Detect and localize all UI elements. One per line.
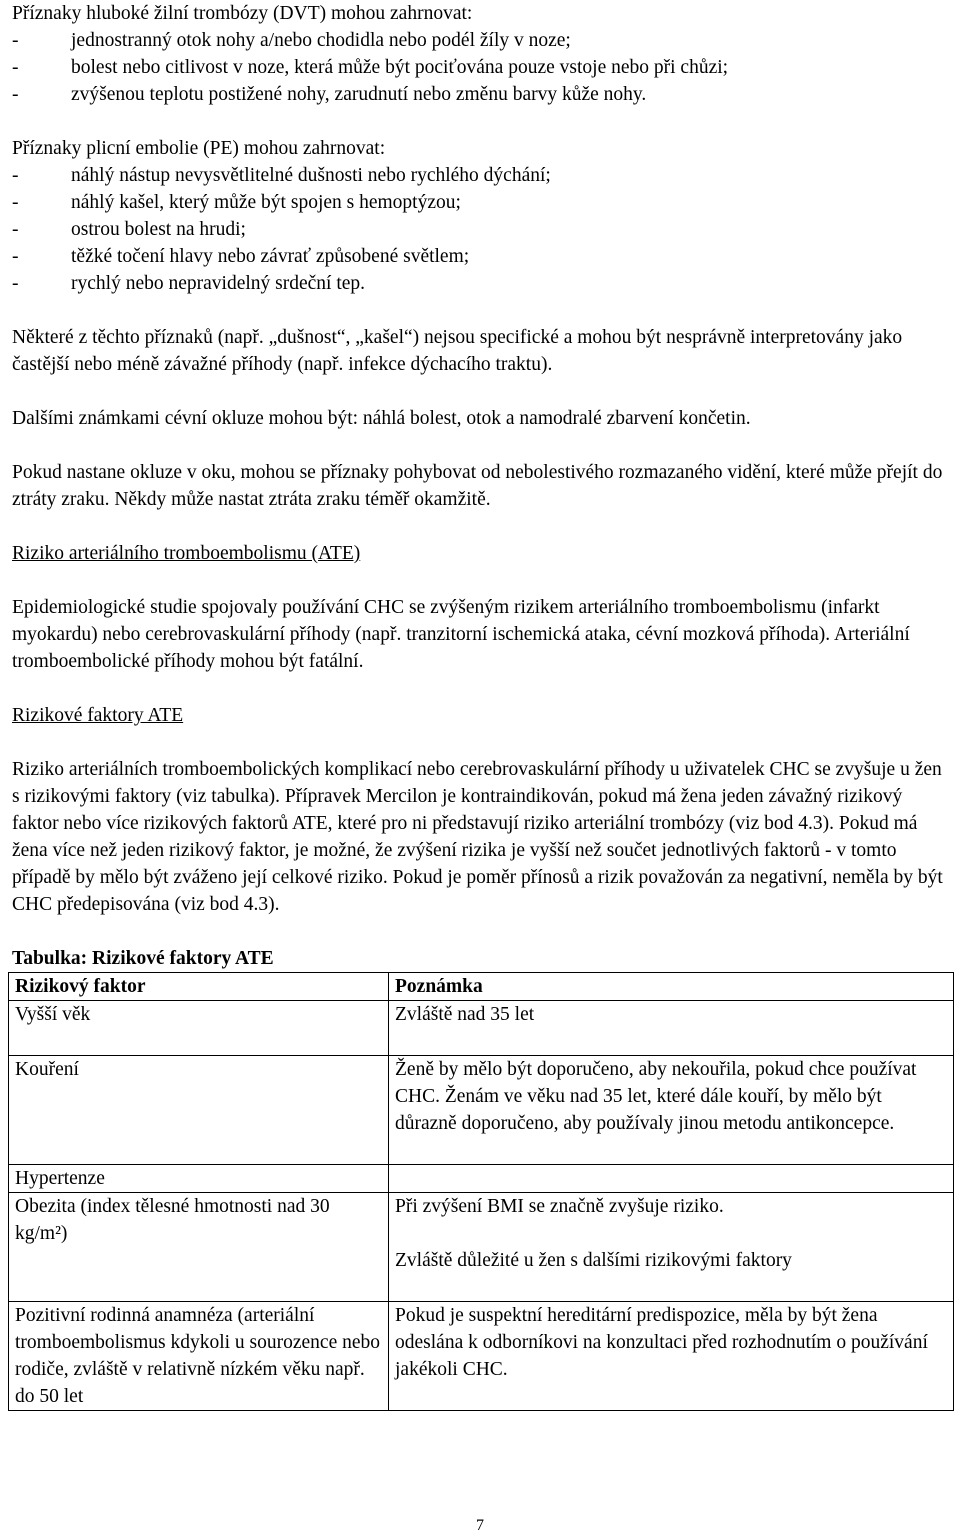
risk-factors-paragraph: Riziko arteriálních tromboembolických komplikací nebo cerebrovaskulární příhody u uživatelek CHC se zvyšuje u žen s rizikovými faktory (viz tabulka). Přípravek Mercilon je kontraindikován, pokud má žena jeden závažný rizikový faktor nebo více rizikových faktorů ATE, které pro ni představují riziko arteriální trombózy (viz bod 4.3). Pokud má žena více než jeden rizikový faktor, je možné, že zvýšení rizika je vyšší než součet jednotlivých faktorů - v tomto případě by mělo být zváženo její celkové riziko. Pokud je poměr přínosů a rizik považován za negativní, neměla by být CHC předepisována (viz bod 4.3). [12, 759, 943, 915]
ate-heading: Riziko arteriálního tromboembolismu (ATE) [12, 543, 361, 564]
pe-symptom-list [12, 162, 952, 297]
list-item: - bolest nebo citlivost v noze, která může být pociťována pouze vstoje nebo při chůzi; [12, 57, 729, 78]
list-item: - jednostranný otok nohy a/nebo chodidla nebo podél žíly v noze; [12, 30, 571, 51]
table-row [9, 1001, 954, 1056]
list-item: - rychlý nebo nepravidelný srdeční tep. [12, 273, 366, 294]
note-cell [389, 1001, 954, 1056]
table-header-row [9, 973, 954, 1001]
note-text: Zvláště důležité u žen s dalšími rizikovými faktory [395, 1250, 792, 1271]
dvt-intro: Příznaky hluboké žilní trombózy (DVT) mohou zahrnovat: [12, 3, 473, 24]
note-cell [389, 1165, 954, 1193]
list-item: - náhlý nástup nevysvětlitelné dušnosti nebo rychlého dýchání; [12, 165, 551, 186]
pe-intro: Příznaky plicní embolie (PE) mohou zahrnovat: [12, 138, 386, 159]
note-cell [389, 1302, 954, 1411]
note-text: Při zvýšení BMI se značně zvyšuje riziko. [395, 1196, 724, 1217]
document-page [12, 0, 952, 1411]
column-header-factor: Rizikový faktor [9, 973, 389, 1001]
table-row [9, 1193, 954, 1302]
risk-factor-cell: Hypertenze [9, 1165, 389, 1193]
page-number: 7 [476, 1517, 484, 1534]
list-item: - zvýšenou teplotu postižené nohy, zarudnutí nebo změnu barvy kůže nohy. [12, 84, 647, 105]
note-text: Ženě by mělo být doporučeno, aby nekouřila, pokud chce používat CHC. Ženám ve věku nad 35 let, které dále kouří, by mělo být důrazně doporučeno, aby používaly jinou metodu antikoncepce. [395, 1059, 917, 1134]
table-row [9, 1056, 954, 1165]
list-item: - těžké točení hlavy nebo závrať způsobené světlem; [12, 246, 470, 267]
table-row [9, 1165, 954, 1193]
occlusion-paragraph: Dalšími známkami cévní okluze mohou být: náhlá bolest, otok a namodralé zbarvení končetin. [12, 408, 751, 429]
table-title: Tabulka: Rizikové faktory ATE [12, 948, 274, 969]
note-cell [389, 1193, 954, 1302]
risk-factor-table [8, 972, 954, 1411]
dvt-symptom-list [12, 27, 952, 108]
risk-factor-cell: Kouření [9, 1056, 389, 1165]
ate-paragraph: Epidemiologické studie spojovaly používání CHC se zvýšeným rizikem arteriálního tromboembolismu (infarkt myokardu) nebo cerebrovaskulární příhody (např. tranzitorní ischemická ataka, cévní mozková příhoda). Arteriální tromboembolické příhody mohou být fatální. [12, 597, 910, 672]
list-item: - náhlý kašel, který může být spojen s hemoptýzou; [12, 192, 461, 213]
eye-occlusion-paragraph: Pokud nastane okluze v oku, mohou se příznaky pohybovat od nebolestivého rozmazaného vidění, které může přejít do ztráty zraku. Někdy může nastat ztráta zraku téměř okamžitě. [12, 462, 943, 510]
risk-factor-cell: Vyšší věk [9, 1001, 389, 1056]
note-text: Zvláště nad 35 let [395, 1004, 535, 1025]
list-item: - ostrou bolest na hrudi; [12, 219, 246, 240]
risk-factor-cell: Pozitivní rodinná anamnéza (arteriální tromboembolismus kdykoli u sourozence nebo rodiče, zvláště v relativně nízkém věku např. do 50 let [9, 1302, 389, 1411]
note-cell [389, 1056, 954, 1165]
table-row [9, 1302, 954, 1411]
nonspecific-paragraph: Některé z těchto příznaků (např. „dušnost“, „kašel“) nejsou specifické a mohou být nesprávně interpretovány jako častější nebo méně závažné příhody (např. infekce dýchacího traktu). [12, 327, 903, 375]
note-text: Pokud je suspektní hereditární predispozice, měla by být žena odeslána k odborníkovi na konzultaci před rozhodnutím o používání jakékoli CHC. [395, 1305, 928, 1380]
risk-factors-heading: Rizikové faktory ATE [12, 705, 184, 726]
risk-factor-cell: Obezita (index tělesné hmotnosti nad 30 kg/m²) [9, 1193, 389, 1302]
column-header-note: Poznámka [389, 973, 954, 1001]
